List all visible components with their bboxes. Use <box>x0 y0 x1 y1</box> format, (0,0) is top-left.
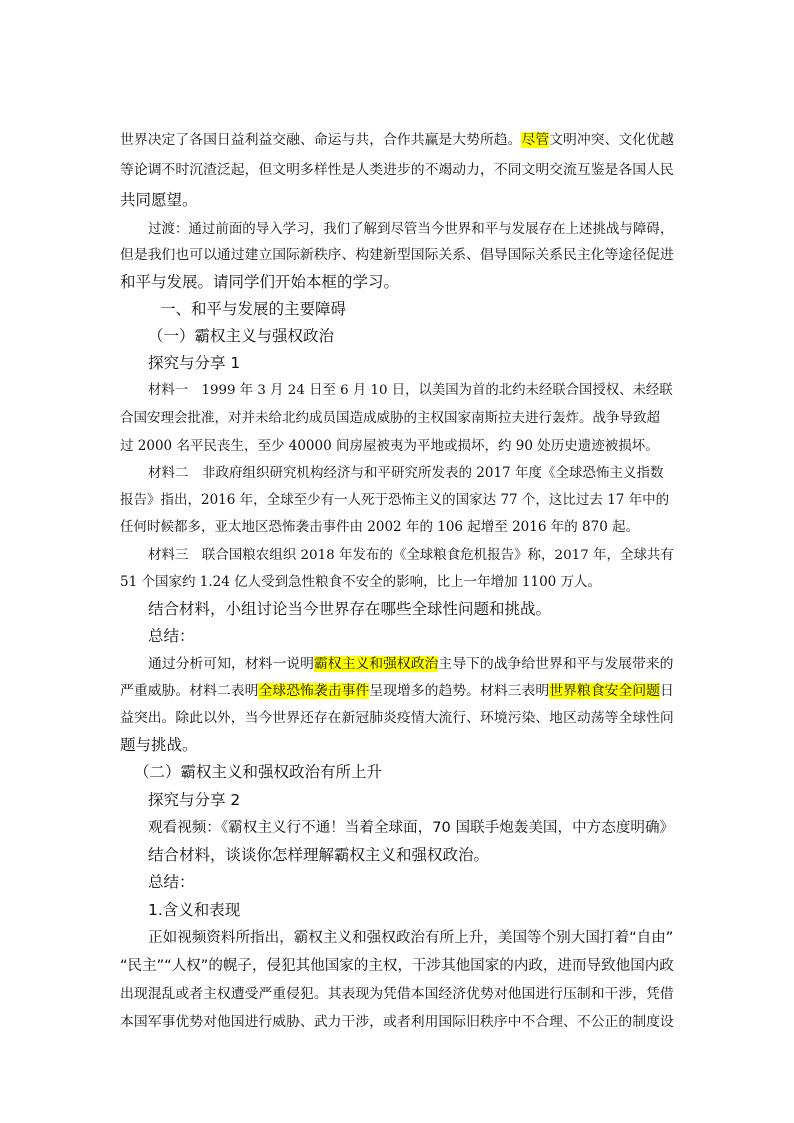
summary-label-2: 总结： <box>148 873 195 891</box>
para1-line3: 共同愿望。 <box>120 191 198 209</box>
material2-line1: 材料二 非政府组织研究机构经济与和平研究所发表的 2017 年度《全球恐怖主义指数 <box>148 465 664 481</box>
material2-line3: 任何时候都多，亚太地区恐怖袭击事件由 2002 年的 106 起增至 2016 年的 870 起。 <box>120 519 640 535</box>
final-para-line3: 出现混乱或者主权遭受严重侵犯。其表现为凭借本国经济优势对他国进行压制和干涉，凭借 <box>120 986 674 1002</box>
para2-line1: 过渡：通过前面的导入学习，我们了解到尽管当今世界和平与发展存在上述挑战与障碍， <box>148 221 674 237</box>
text-span: 日 <box>659 683 674 699</box>
text-span: 主导下的战争给世界和平与发展带来的 <box>438 656 674 672</box>
highlight: 尽管 <box>521 132 550 148</box>
highlight: 世界粮食安全问题 <box>549 683 660 699</box>
material1-line1: 材料一 1999 年 3 月 24 日至 6 月 10 日，以美国为首的北约未经联合国授权、未经联 <box>148 383 673 398</box>
para1-line1 <box>120 130 674 150</box>
final-para-line1: 正如视频资料所指出，霸权主义和强权政治有所上升，美国等个别大国打着“自由” <box>148 929 674 946</box>
question-1: 结合材料，小组讨论当今世界存在哪些全球性问题和挑战。 <box>148 600 552 618</box>
question-2: 结合材料，谈谈你怎样理解霸权主义和强权政治。 <box>148 846 490 864</box>
summary1-line1 <box>148 654 673 674</box>
summary1-line2 <box>120 681 674 701</box>
material1-line2: 合国安理会批准，对并未给北约成员国造成威胁的主权国家南斯拉夫进行轰炸。战争导致超 <box>120 410 660 426</box>
text-span: 呈现增多的趋势。材料三表明 <box>369 683 550 699</box>
para1-line2: 等论调不时沉渣泛起，但文明多样性是人类进步的不竭动力，不同文明交流互鉴是各国人民 <box>120 162 674 178</box>
material2-line2: 报告》指出，2016 年，全球至少有一人死于恐怖主义的国家达 77 个，这比过去 17 年中的 <box>120 492 670 508</box>
subheading-1: （一）霸权主义与强权政治 <box>148 327 335 345</box>
text-span: 世界决定了各国日益利益交融、命运与共，合作共赢是大势所趋。 <box>120 132 522 148</box>
material3-line2: 51 个国家约 1.24 亿人受到急性粮食不安全的影响，比上一年增加 1100 万人。 <box>120 574 602 590</box>
summary1-line4: 题与挑战。 <box>120 736 198 754</box>
subheading-2: （二）霸权主义和强权政治有所上升 <box>134 763 383 781</box>
para2-line3: 和平与发展。请同学们开始本框的学习。 <box>120 273 400 291</box>
video-line: 观看视频：《霸权主义行不通！当着全球面，70 国联手炮轰美国，中方态度明确》 <box>148 819 675 836</box>
summary-label-1: 总结： <box>148 627 195 645</box>
final-para-line4: 本国军事优势对他国进行威胁、武力干涉，或者利用国际旧秩序中不合理、不公正的制度设 <box>120 1014 674 1030</box>
text-span: 通过分析可知，材料一说明 <box>148 656 314 672</box>
summary1-line3: 益突出。除此以外，当今世界还存在新冠肺炎疫情大流行、环境污染、地区动荡等全球性问 <box>120 710 674 726</box>
highlight: 全球恐怖袭击事件 <box>258 683 370 699</box>
material3-line1: 材料三 联合国粮农组织 2018 年发布的《全球粮食危机报告》称，2017 年，全球共有 <box>148 547 674 563</box>
point-1: 1.含义和表现 <box>148 901 241 919</box>
material1-line3: 过 2000 名平民丧生，至少 40000 间房屋被夷为平地或损坏，约 90 处历史遗迹被损坏。 <box>120 438 659 454</box>
heading-1: 一、和平与发展的主要障碍 <box>160 300 347 318</box>
explore-label-2: 探究与分享 2 <box>148 791 241 809</box>
text-span: 文明冲突、文化优越 <box>549 132 674 148</box>
explore-label-1: 探究与分享 1 <box>148 354 241 372</box>
para2-line2: 但是我们也可以通过建立国际新秩序、构建新型国际关系、倡导国际关系民主化等途径促进 <box>120 247 674 263</box>
text-span: 严重威胁。材料二表明 <box>120 683 259 699</box>
final-para-line2: “民主”“人权”的幌子，侵犯其他国家的主权，干涉其他国家的内政，进而导致他国内政 <box>120 957 674 974</box>
highlight: 霸权主义和强权政治 <box>313 656 439 672</box>
